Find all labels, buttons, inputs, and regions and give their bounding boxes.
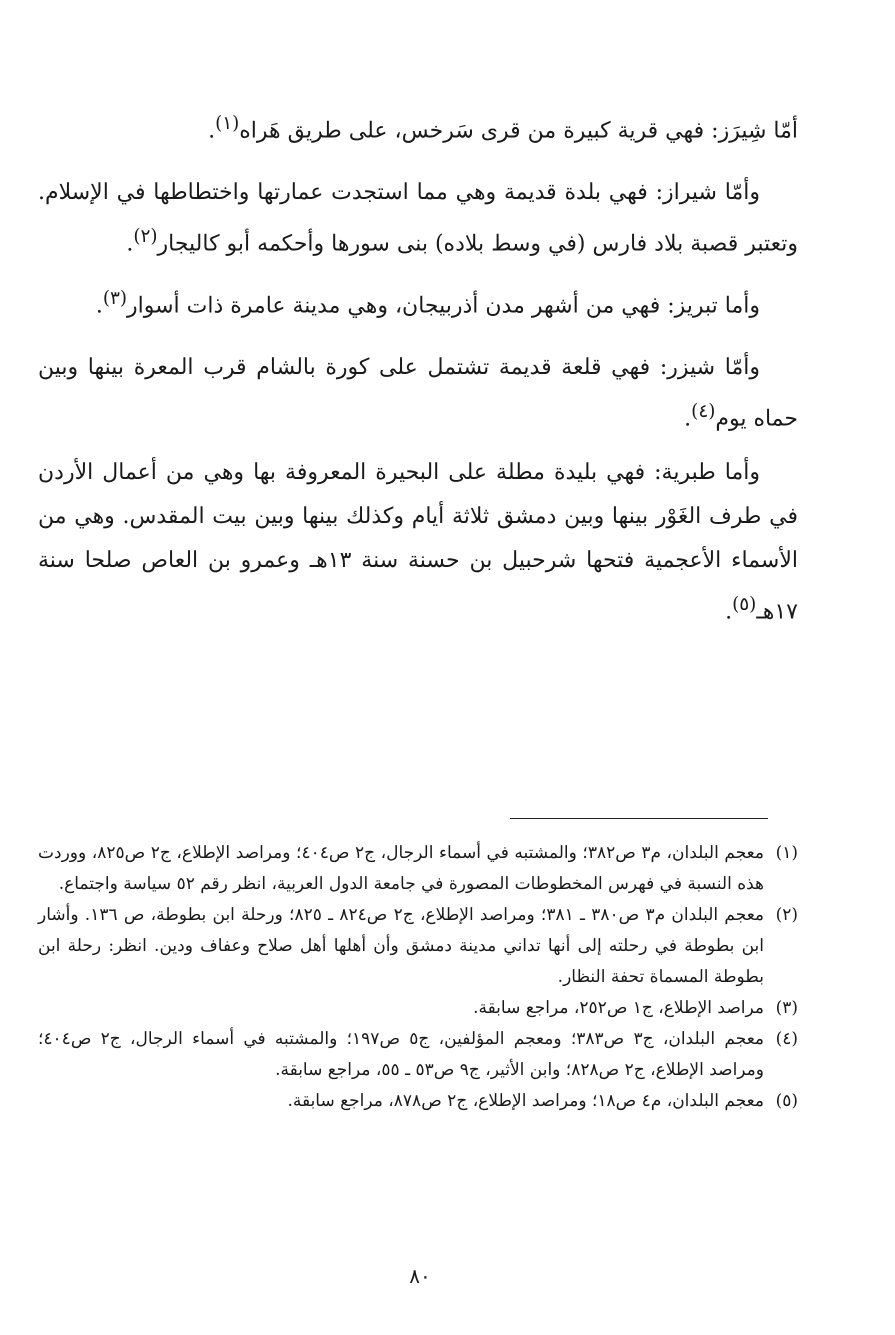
footnote-text: معجم البلدان، ج٣ ص٣٨٣؛ ومعجم المؤلفين، ج٥ ص١٩٧؛ والمشتبه في أسماء الرجال، ج٢ ص٤٠٤؛ ومراصد الإطلاع، ج٢ ص٨٢٨؛ وابن الأثير، ج٩ ص٥٣ ـ ٥٥، مراجع سابقة.: [38, 1029, 765, 1080]
footnote-ref: (٥): [732, 594, 757, 616]
footnote-text: معجم البلدان، م٤ ص١٨؛ ومراصد الإطلاع، ج٢ ص٨٧٨، مراجع سابقة.: [287, 1091, 764, 1111]
paragraph-text: أمّا شِيرَز: فهي قرية كبيرة من قرى سَرخس، على طريق هَراه: [239, 118, 798, 144]
paragraph-text: وأما تبريز: فهي من أشهر مدن أذربيجان، وهي مدينة عامرة ذات أسوار: [126, 292, 760, 318]
footnote-1: [38, 838, 798, 900]
paragraph-shayzar: وأمّا شيزر: فهي قلعة قديمة تشتمل على كورة بالشام قرب المعرة بينها وبين حماه يوم$^{(٤)}$.: [38, 354, 798, 432]
footnote-number: (٤): [775, 1029, 798, 1049]
footnote-ref: (٣): [102, 287, 127, 309]
footnotes: [38, 838, 798, 1117]
footnote-4: [38, 1024, 798, 1086]
paragraph-text: وأمّا شيزر: فهي قلعة قديمة تشتمل على كورة بالشام قرب المعرة بينها وبين حماه يوم: [38, 354, 798, 432]
footnote-5: [38, 1086, 798, 1117]
footnote-number: (٢): [775, 905, 798, 925]
footnote-number: (١): [775, 843, 798, 863]
footnote-number: (٣): [775, 998, 798, 1018]
footnote-text: معجم البلدان م٣ ص٣٨٠ ـ ٣٨١؛ ومراصد الإطلاع، ج٢ ص٨٢٤ ـ ٨٢٥؛ ورحلة ابن بطوطة، ص ١٣٦. وأشار ابن بطوطة في رحلته إلى أنها تداني مدينة دمشق وأن أهلها أهل صلاح وعفاف ودين. انظر: رحلة ابن بطوطة المسماة تحفة النظار.: [38, 905, 764, 987]
book-page: [30, 0, 870, 1335]
paragraph-text: وأمّا شيراز: فهي بلدة قديمة وهي مما استجدت عمارتها واختطاطها في الإسلام. وتعتبر قصبة بلاد فارس (في وسط بلاده) بنى سورها وأحكمه أبو كاليجار: [38, 180, 798, 257]
footnote-ref: (٤): [691, 400, 716, 422]
paragraph-tabriz: وأما تبريز: فهي من أشهر مدن أذربيجان، وهي مدينة عامرة ذات أسوار$^{(٣)}$.: [95, 287, 760, 318]
page-number: ٨٠: [409, 1264, 431, 1288]
footnote-ref: (٢): [133, 226, 158, 248]
footnote-text: مراصد الإطلاع، ج١ ص٢٥٢، مراجع سابقة.: [473, 998, 764, 1018]
paragraph-shiraz-sarakhs: أمّا شِيرَز: فهي قرية كبيرة من قرى سَرخس، على طريق هَراه$^{(١)}$.: [208, 113, 798, 144]
footnote-2: [38, 900, 798, 993]
footnote-ref: (١): [215, 113, 240, 134]
paragraph-shiraz: وأمّا شيراز: فهي بلدة قديمة وهي مما استجدت عمارتها واختطاطها في الإسلام. وتعتبر قصبة بلاد فارس (في وسط بلاده) بنى سورها وأحكمه أبو كاليجار$^{(٢)}$.: [38, 180, 798, 257]
footnote-separator: [510, 818, 768, 819]
footnote-number: (٥): [775, 1091, 798, 1111]
paragraph-text: وأما طبرية: فهي بليدة مطلة على البحيرة المعروفة بها وهي من أعمال الأردن في طرف الغَوْر بينها وبين دمشق ثلاثة أيام وكذلك بينها وبين بيت المقدس. وهي من الأسماء الأعجمية فتحها شرحبيل بن حسنة سنة ١٣هـ وعمرو بن العاص صلحا سنة ١٧هـ: [38, 460, 798, 625]
footnote-3: [38, 993, 798, 1024]
footnote-text: معجم البلدان، م٣ ص٣٨٢؛ والمشتبه في أسماء الرجال، ج٢ ص٤٠٤؛ ومراصد الإطلاع، ج٢ ص٨٢٥، ووردت هذه النسبة في فهرس المخطوطات المصورة في جامعة الدول العربية، انظر رقم ٥٢ سياسة واجتماع.: [38, 843, 764, 894]
paragraph-tiberias: وأما طبرية: فهي بليدة مطلة على البحيرة المعروفة بها وهي من أعمال الأردن في طرف الغَوْر بينها وبين دمشق ثلاثة أيام وكذلك بينها وبين بيت المقدس. وهي من الأسماء الأعجمية فتحها شرحبيل بن حسنة سنة ١٣هـ وعمرو بن العاص صلحا سنة ١٧هـ$^{(٥)}$.: [38, 460, 798, 625]
main-text: [38, 102, 798, 635]
